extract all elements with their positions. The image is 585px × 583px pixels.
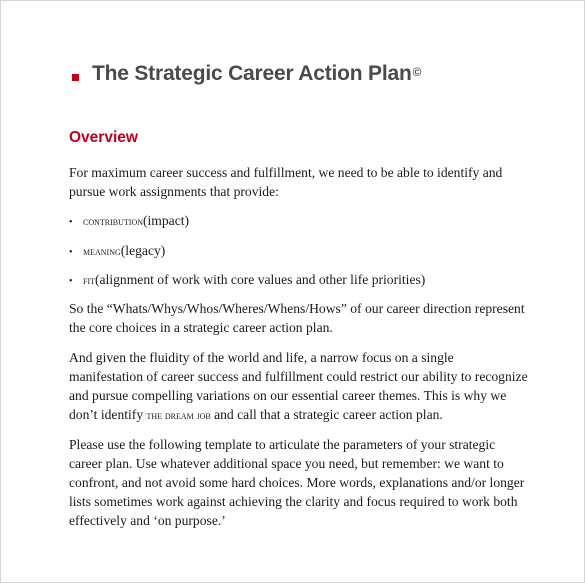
red-square-bullet-icon [72,74,79,81]
bullet-dot-icon: • [69,217,73,228]
copyright-mark: © [412,65,422,79]
template-instructions-paragraph: Please use the following template to articulate the parameters of your strategic career plan. Use whatever additional space you need, but remember: we want to confront, and not avoid some hard choices. More words, explanations and/or longer lists sometimes work against achieving the clarity and focus required to work both effectively and ‘on purpose.’ [69,437,525,528]
document-title [72,62,421,86]
dream-job-term: the dream job [146,410,211,422]
bullet-item-contribution [69,211,189,232]
fluidity-text-start: And given the fluidity of the world and life, a narrow focus on a single manifestation of career success and fulfillment could restrict our ability to recognize and pursue compelling variations on our essential career themes. This is why we don’t identify [69,350,528,422]
core-choices-paragraph: So the “Whats/Whys/Whos/Wheres/Whens/Hows” of our career direction represent the core choices in a strategic career action plan. [69,301,525,335]
bullet-text: (alignment of work with core values and other life priorities) [95,272,426,287]
bullet-item-meaning [69,241,165,262]
overview-heading: Overview [69,129,138,146]
bullet-dot-icon: • [69,276,73,287]
bullet-term: fit [83,275,95,287]
bullet-term: contribution [83,216,143,228]
bullet-text: (legacy) [120,243,166,258]
bullet-item-fit [69,270,425,291]
fluidity-text-end: and call that a strategic career action plan. [210,407,443,422]
bullet-dot-icon: • [69,247,73,258]
fluidity-paragraph [69,348,529,426]
bullet-text: (impact) [143,213,190,228]
intro-paragraph: For maximum career success and fulfillment, we need to be able to identify and pursue work assignments that provide: [69,165,503,199]
bullet-term: meaning [83,246,121,258]
title-text: The Strategic Career Action Plan [92,62,412,85]
